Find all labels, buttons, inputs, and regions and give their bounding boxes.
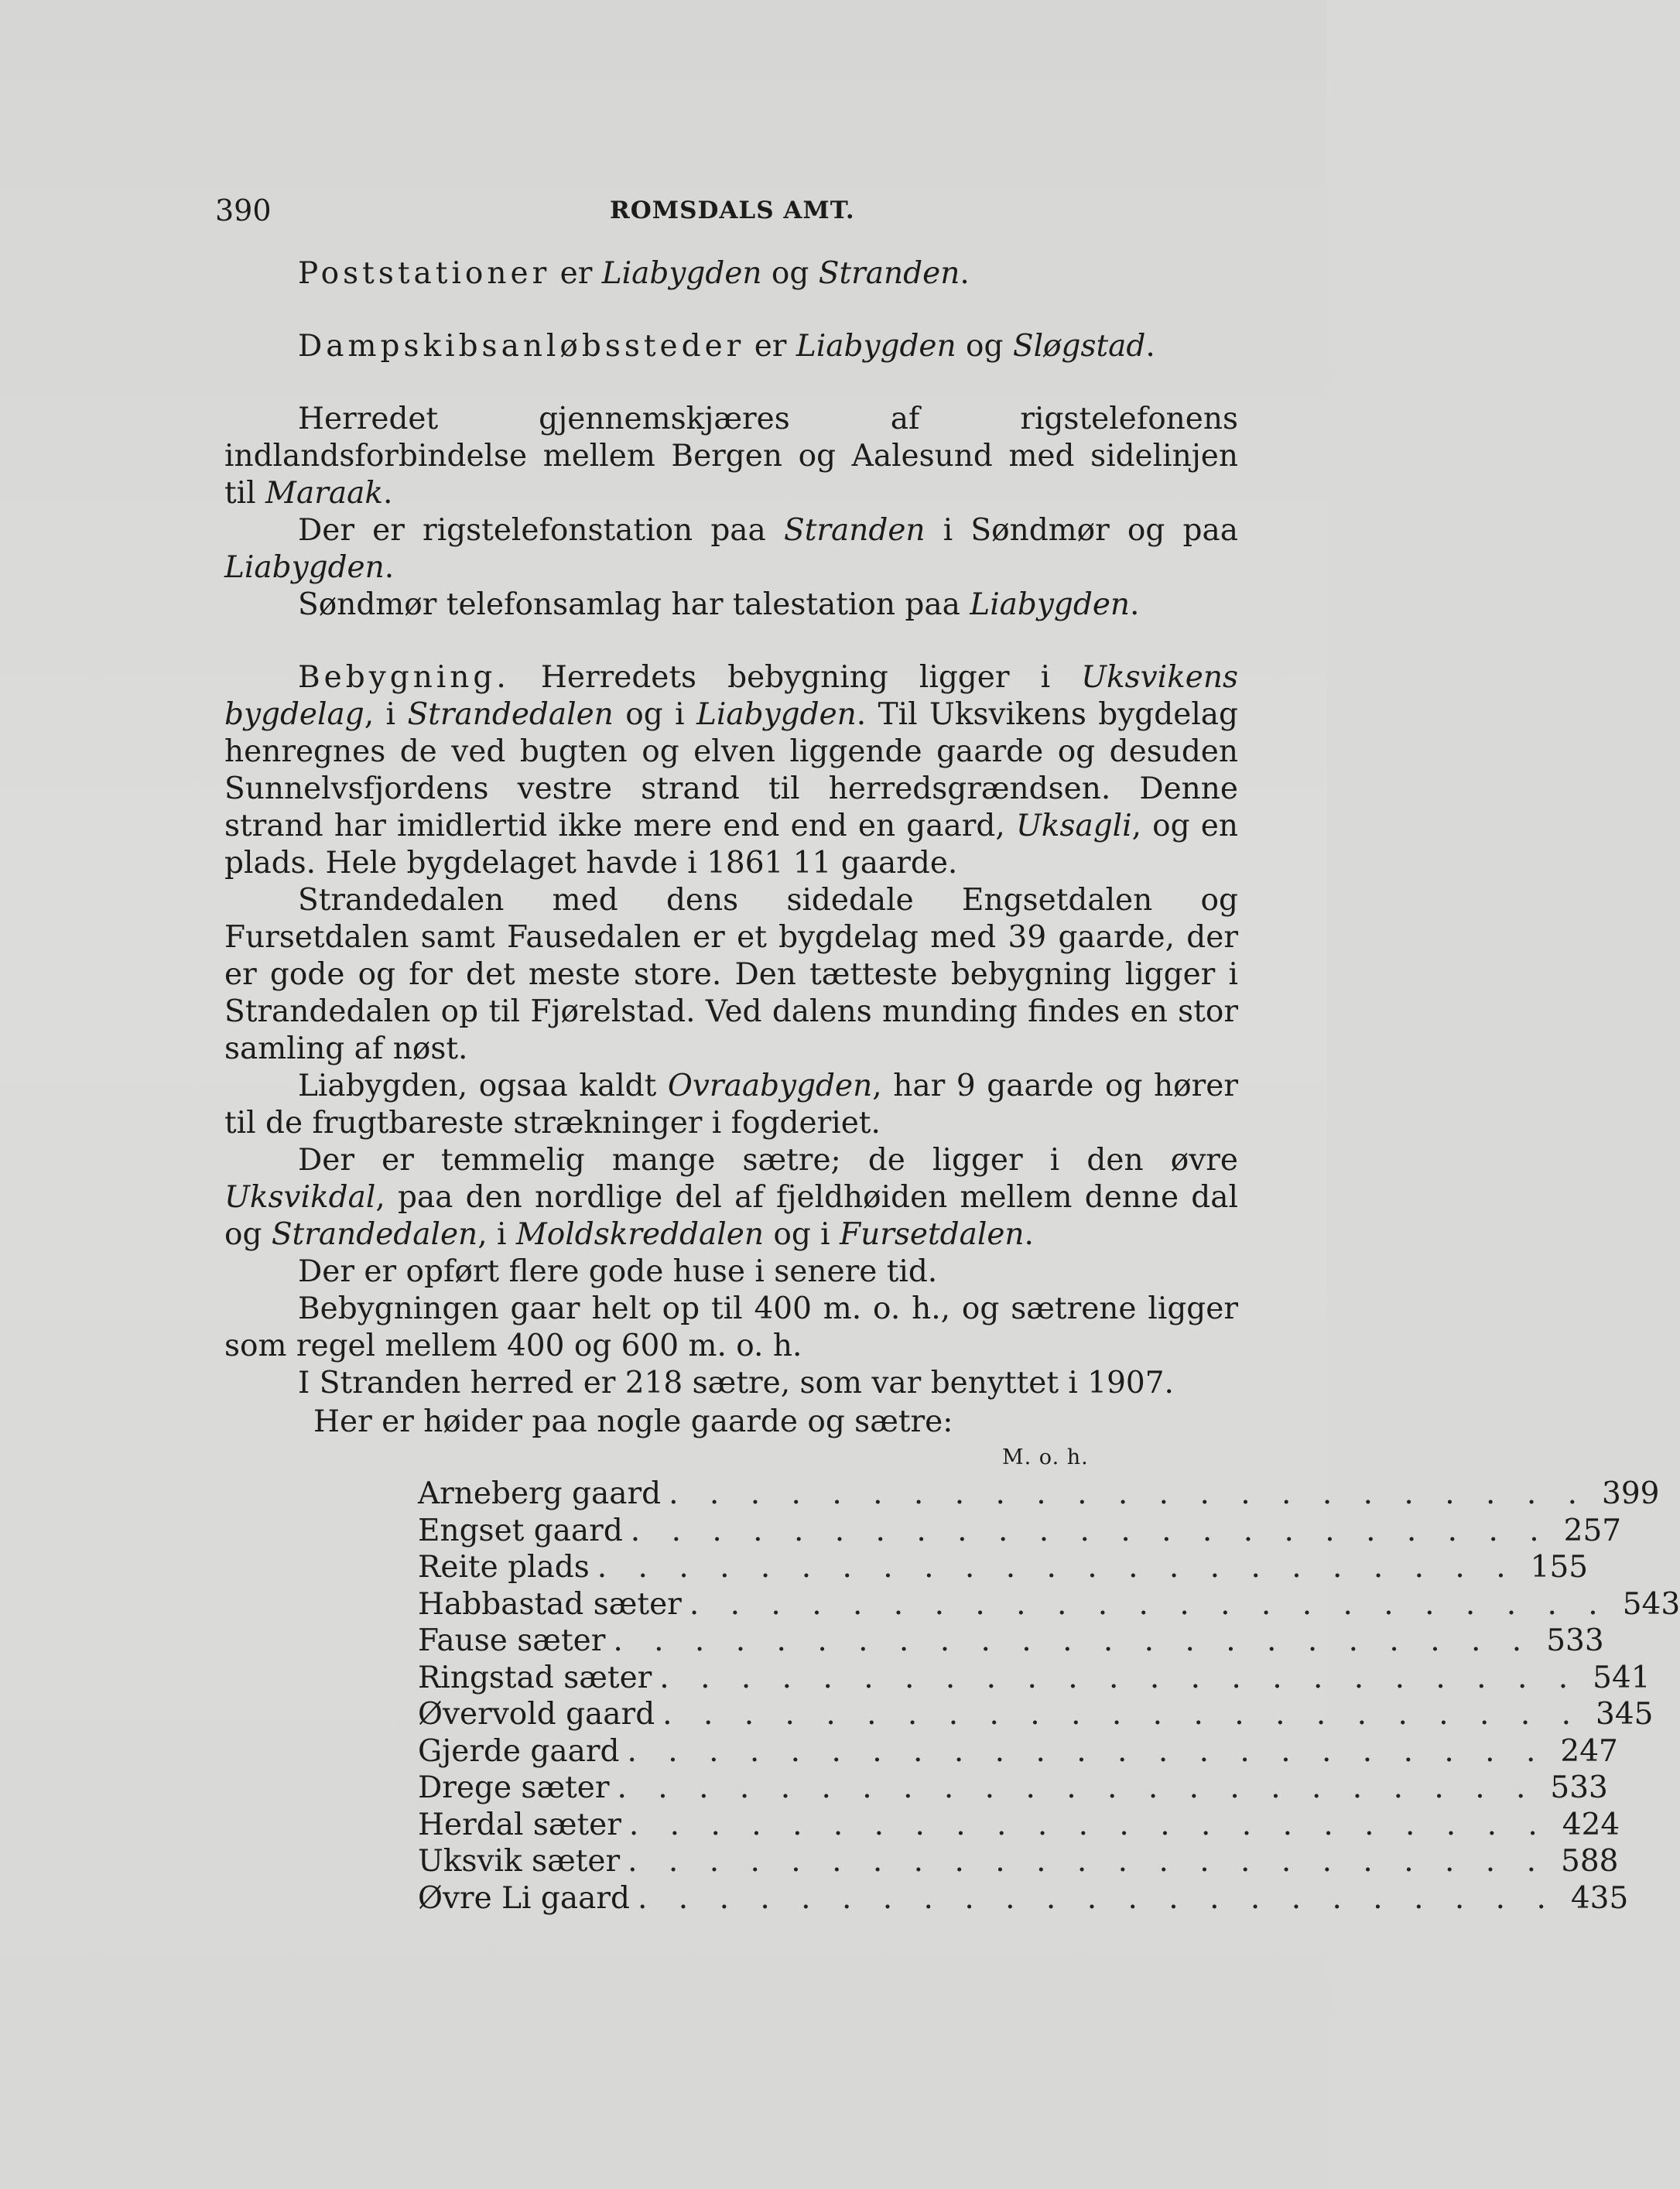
height-value: 424 — [1562, 1807, 1620, 1842]
heights-unit-label: M. o. h. — [1002, 1445, 1089, 1469]
place-name: Drege sæter — [418, 1770, 610, 1805]
place-name: Engset gaard — [418, 1513, 623, 1548]
text-run: . — [384, 550, 395, 585]
leader-dots: . . . . . . . . . . . . . . . . . . . . . . . — [628, 1807, 1548, 1842]
text-run: er — [550, 256, 602, 291]
page-number: 390 — [215, 193, 272, 227]
text-run: . — [1024, 1217, 1034, 1252]
table-row — [418, 1844, 1619, 1881]
leader-dots: . . . . . . . . . . . . . . . . . . . . . . . — [627, 1733, 1547, 1769]
height-value: 155 — [1530, 1550, 1589, 1585]
italic-run: Fursetdalen — [840, 1217, 1025, 1252]
leader-dots: . . . . . . . . . . . . . . . . . . . . . . . — [597, 1550, 1517, 1585]
leader-dots: . . . . . . . . . . . . . . . . . . . . . . . — [628, 1844, 1547, 1879]
leader-dots: . . . . . . . . . . . . . . . . . . . . . . . — [662, 1697, 1582, 1732]
table-row — [418, 1623, 1604, 1661]
leader-dots: . . . . . . . . . . . . . . . . . . . . . . . — [617, 1770, 1537, 1805]
text-run: i Søndmør og paa — [925, 513, 1239, 548]
italic-run: Moldskreddalen — [515, 1217, 764, 1252]
height-value: 345 — [1596, 1697, 1654, 1732]
text-run: Strandedalen med dens sidedale Engsetdalen og Fursetdalen samt Fausedalen er et bygdelag med 39 gaarde, der er gode og for det meste store. Den tætteste bebygning ligger i Strandedalen op til Fjørelstad. Ved dalens munding findes en stor samling af nøst. — [224, 883, 1238, 1066]
table-row — [418, 1513, 1622, 1551]
table-row — [418, 1586, 1680, 1624]
place-name: Uksvik sæter — [418, 1844, 621, 1879]
height-value: 435 — [1570, 1880, 1629, 1916]
italic-run: Sløgstad — [1012, 329, 1146, 364]
table-row — [418, 1550, 1589, 1587]
page-header — [215, 193, 1244, 232]
text-run: Herredets bebygning ligger i — [509, 660, 1082, 695]
paragraph-telephone-station — [224, 512, 1238, 587]
text-run: , i — [477, 1217, 516, 1252]
text-run: Liabygden, ogsaa kaldt — [298, 1069, 668, 1103]
text-run: Der er rigstelefonstation paa — [298, 513, 784, 548]
height-value: 247 — [1560, 1733, 1618, 1769]
spaced-lead: Poststationer — [298, 256, 551, 291]
italic-run: Strandedalen — [407, 697, 614, 732]
text-run: er — [744, 329, 796, 364]
italic-run: Liabygden — [696, 697, 857, 732]
leader-dots: . . . . . . . . . . . . . . . . . . . . . . . — [630, 1513, 1550, 1548]
italic-run: Ovraabygden — [667, 1069, 873, 1103]
leader-dots: . . . . . . . . . . . . . . . . . . . . . . . — [689, 1586, 1609, 1622]
italic-run: Liabygden — [796, 329, 956, 364]
table-row — [418, 1880, 1629, 1918]
spaced-lead: Dampskibsanløbssteder — [298, 329, 745, 364]
italic-run: Uksagli — [1015, 809, 1132, 843]
height-value: 588 — [1561, 1844, 1619, 1879]
paragraph-settlement — [224, 659, 1238, 882]
table-row — [418, 1476, 1660, 1513]
leader-dots: . . . . . . . . . . . . . . . . . . . . . . . — [637, 1880, 1557, 1916]
paragraph-gap — [224, 365, 1238, 401]
place-name: Gjerde gaard — [418, 1733, 620, 1769]
text-run: og i — [613, 697, 697, 732]
paragraph-liabygden — [224, 1068, 1238, 1142]
paragraph-gap — [224, 292, 1238, 328]
text-run: . — [1130, 587, 1140, 622]
place-name: Arneberg gaard — [418, 1476, 662, 1511]
spaced-lead: Bebygning. — [298, 660, 510, 695]
text-run: og — [956, 329, 1013, 364]
paragraph-steamship-stops — [224, 328, 1238, 365]
italic-run: Liabygden — [970, 587, 1131, 622]
text-run: . Til Uksvikens bygdelag henregnes de ved bugten og elven liggende gaarde og desuden Sunnelvsfjordens vestre strand til herredsgrændsen. Denne strand har imidlertid ikke mere end end en gaard, — [224, 697, 1239, 843]
italic-run: Maraak — [265, 476, 383, 511]
italic-run: Stranden — [783, 513, 926, 548]
italic-run: Uksvikens bygdelag — [224, 660, 1238, 732]
text-run: . — [960, 256, 970, 291]
text-run: og i — [763, 1217, 840, 1252]
paragraph-poststations — [224, 255, 1238, 292]
height-value: 399 — [1602, 1476, 1660, 1511]
paragraph-saetre — [224, 1142, 1238, 1254]
table-row — [418, 1770, 1608, 1808]
height-value: 541 — [1593, 1660, 1651, 1695]
text-run: Søndmør telefonsamlag har talestation paa — [298, 587, 970, 622]
table-row — [418, 1660, 1651, 1698]
place-name: Øvre Li gaard — [418, 1880, 630, 1916]
heights-table-intro: Her er høider paa nogle gaarde og sætre: — [313, 1404, 953, 1439]
paragraph-houses — [224, 1254, 1238, 1291]
text-run: I Stranden herred er 218 sætre, som var benyttet i 1907. — [298, 1366, 1174, 1401]
text-run: . — [382, 476, 393, 511]
height-value: 533 — [1550, 1770, 1608, 1805]
body-text — [224, 255, 1238, 1402]
text-run: , i — [364, 697, 408, 732]
italic-run: Uksvikdal — [224, 1180, 376, 1215]
paragraph-saetre-count — [224, 1365, 1238, 1402]
text-run: Der er opført flere gode huse i senere tid. — [298, 1254, 938, 1289]
paragraph-telephone-society — [224, 587, 1238, 624]
place-name: Ringstad sæter — [418, 1660, 652, 1695]
leader-dots: . . . . . . . . . . . . . . . . . . . . . . . — [613, 1623, 1533, 1658]
height-value: 257 — [1563, 1513, 1622, 1548]
paragraph-altitude — [224, 1291, 1238, 1365]
text-run: Herredet gjennemskjæres af rigstelefonens indlandsforbindelse mellem Bergen og Aalesund med sidelinjen til — [224, 402, 1238, 511]
place-name: Herdal sæter — [418, 1807, 621, 1842]
table-row — [418, 1807, 1620, 1845]
heights-table — [418, 1476, 1680, 1917]
text-run: . — [1145, 329, 1155, 364]
italic-run: Stranden — [818, 256, 960, 291]
italic-run: Liabygden — [224, 550, 385, 585]
place-name: Habbastad sæter — [418, 1586, 682, 1622]
place-name: Fause sæter — [418, 1623, 606, 1658]
place-name: Øvervold gaard — [418, 1697, 655, 1732]
text-run: , og en plads. Hele bygdelaget havde i 1861 11 gaarde. — [224, 809, 1238, 881]
height-value: 533 — [1546, 1623, 1604, 1658]
text-run: , paa den nordlige del af fjeldhøiden mellem denne dal og — [224, 1180, 1238, 1252]
text-run: , har 9 gaarde og hører til de frugtbareste strækninger i fogderiet. — [224, 1069, 1239, 1141]
text-run: Bebygningen gaar helt op til 400 m. o. h., og sætrene ligger som regel mellem 400 og 600 m. o. h. — [224, 1291, 1238, 1363]
table-row — [418, 1697, 1654, 1734]
table-row — [418, 1733, 1618, 1771]
text-run: Der er temmelig mange sætre; de ligger i den øvre — [298, 1143, 1238, 1178]
leader-dots: . . . . . . . . . . . . . . . . . . . . . . . — [669, 1476, 1589, 1511]
italic-run: Liabygden — [601, 256, 762, 291]
place-name: Reite plads — [418, 1550, 590, 1585]
paragraph-telephone — [224, 401, 1238, 512]
running-head: ROMSDALS AMT. — [610, 197, 855, 224]
italic-run: Strandedalen — [271, 1217, 478, 1252]
paragraph-gap — [224, 624, 1238, 659]
text-run: og — [761, 256, 819, 291]
height-value: 543 — [1622, 1586, 1680, 1622]
paragraph-strandedalen — [224, 882, 1238, 1068]
leader-dots: . . . . . . . . . . . . . . . . . . . . . . . — [659, 1660, 1579, 1695]
